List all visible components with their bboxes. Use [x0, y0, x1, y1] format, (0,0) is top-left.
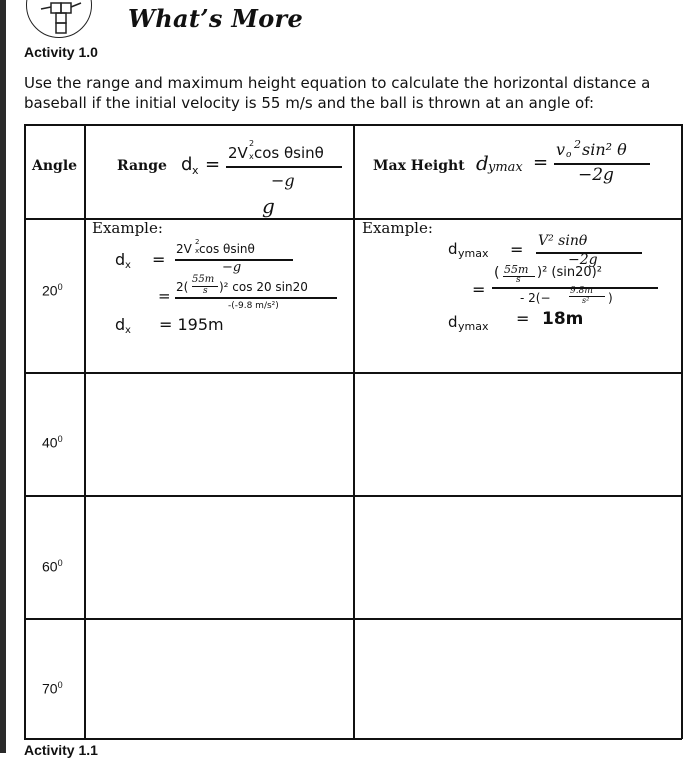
range-example-bar-2	[175, 297, 337, 299]
header-range: Range	[117, 158, 167, 174]
left-edge-bar	[0, 0, 6, 753]
header-max-height: Max Height	[373, 158, 465, 174]
angle-40: $40^0$	[42, 434, 63, 451]
table-border-left	[24, 124, 26, 739]
table-border-right	[681, 124, 683, 739]
angle-60: $60^0$	[42, 558, 63, 575]
table-col-divider	[84, 124, 86, 739]
range-fraction-bar	[226, 166, 342, 168]
table-col-divider	[353, 124, 355, 739]
activity-logo-icon	[26, 0, 92, 38]
header-angle: Angle	[32, 158, 78, 174]
next-activity-label: Activity 1.1	[24, 742, 98, 758]
angle-20: $20^0$	[42, 282, 63, 299]
page-title: What’s More	[128, 4, 304, 33]
example-label-range: Example:	[92, 219, 163, 237]
angle-70: $70^0$	[42, 680, 63, 697]
activity-label: Activity 1.0	[24, 44, 98, 60]
instructions-text: Use the range and maximum height equation to calculate the horizontal distance a baseball if the initial velocity is 55 m/s and the ball is thrown at an angle of:	[24, 74, 651, 112]
example-label-max-height: Example:	[362, 219, 433, 237]
